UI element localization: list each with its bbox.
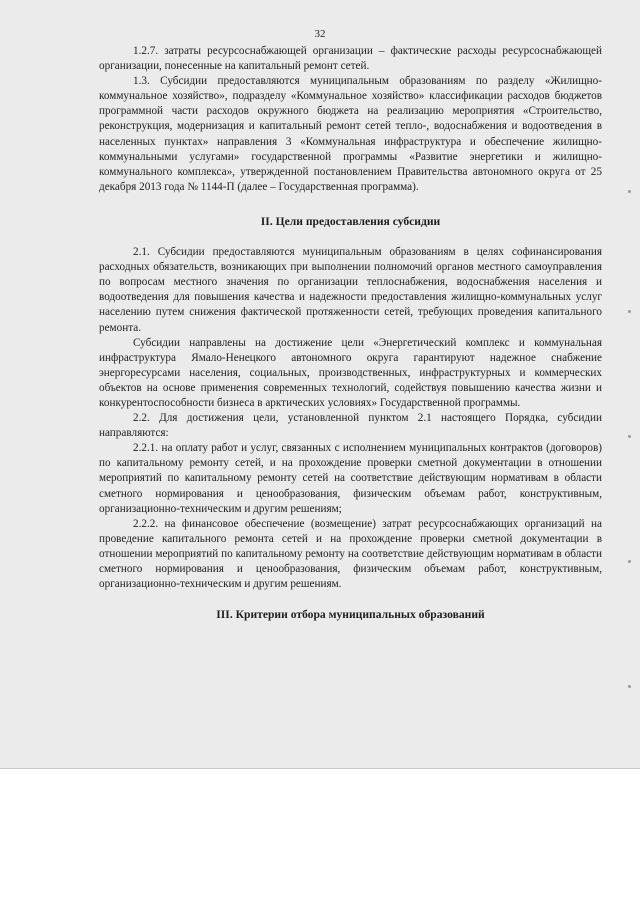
paragraph-1-3: 1.3. Субсидии предоставляются муниципальным образованиям по разделу «Жилищно-коммунальное хозяйство», подразделу «Коммунальное хозяйство» классификации расходов бюджетов программной части расходов окружного бюджета на реализацию мероприятия «Строительство, реконструкция, модернизация и капитальный ремонт сетей тепло-, водоснабжения и водоотведения в населенных пунктах» направления 3 «Коммунальная инфраструктура и обеспечение жилищно-коммунальными услугами» государственной программы «Развитие энергетики и жилищно-коммунального комплекса», утвержденной постановлением Правительства автономного округа от 25 декабря 2013 года № 1144-П (далее – Государственная программа).: [99, 75, 602, 193]
paragraph-2-2: 2.2. Для достижения цели, установленной пунктом 2.1 настоящего Порядка, субсидии направляются:: [99, 412, 602, 440]
document-body: [99, 44, 602, 622]
paragraph-2-1-goal: Субсидии направлены на достижение цели «Энергетический комплекс и коммунальная инфраструктура Ямало-Ненецкого автономного округа гарантируют надежное снабжение энергоресурсами населения, социальных, производственных, инфраструктурных и коммерческих объектов на основе применения современных технологий, содействуя повышению качества жизни и конкурентоспособности бизнеса в арктических условиях» Государственной программы.: [99, 336, 602, 409]
section-heading-criteria: III. Критерии отбора муниципальных образований: [216, 608, 485, 622]
section-heading-goals: II. Цели предоставления субсидии: [260, 214, 441, 228]
scan-binding-marks: [628, 190, 634, 690]
paragraph-1-2-7: 1.2.7. затраты ресурсоснабжающей организации – фактические расходы ресурсоснабжающей организации, понесенные на капитальный ремонт сетей.: [99, 45, 602, 73]
paragraph-2-2-2: 2.2.2. на финансовое обеспечение (возмещение) затрат ресурсоснабжающих организаций на проведение капитального ремонта сетей и на прохождение проверки сметной документации в отношении мероприятий по капитальному ремонту на соответствие действующим нормативам в области сметного нормирования и ценообразования, физическим объемам работ, конструктивным, организационно-техническим и другим решениям.: [99, 517, 602, 591]
paragraph-2-1: 2.1. Субсидии предоставляются муниципальным образованиям в целях софинансирования расходных обязательств, возникающих при выполнении полномочий органов местного самоуправления по вопросам местного значения по организации теплоснабжения, водоснабжения населения и водоотведения для повышения качества и надежности предоставления жилищно-коммунальных услуг населению путем снижения фактической протяженности сетей, требующих проведения капитального ремонта.: [99, 246, 602, 334]
paragraph-2-2-1: 2.2.1. на оплату работ и услуг, связанных с исполнением муниципальных контрактов (договоров) по капитальному ремонту сетей, и на прохождение проверки сметной документации в отношении мероприятий по капитальному ремонту сетей на соответствие действующим нормативам в области сметного нормирования и ценообразования, физическим объемам работ, конструктивным, организационно-техническим и другим решениям;: [99, 442, 602, 515]
page-number: 32: [314, 28, 326, 40]
